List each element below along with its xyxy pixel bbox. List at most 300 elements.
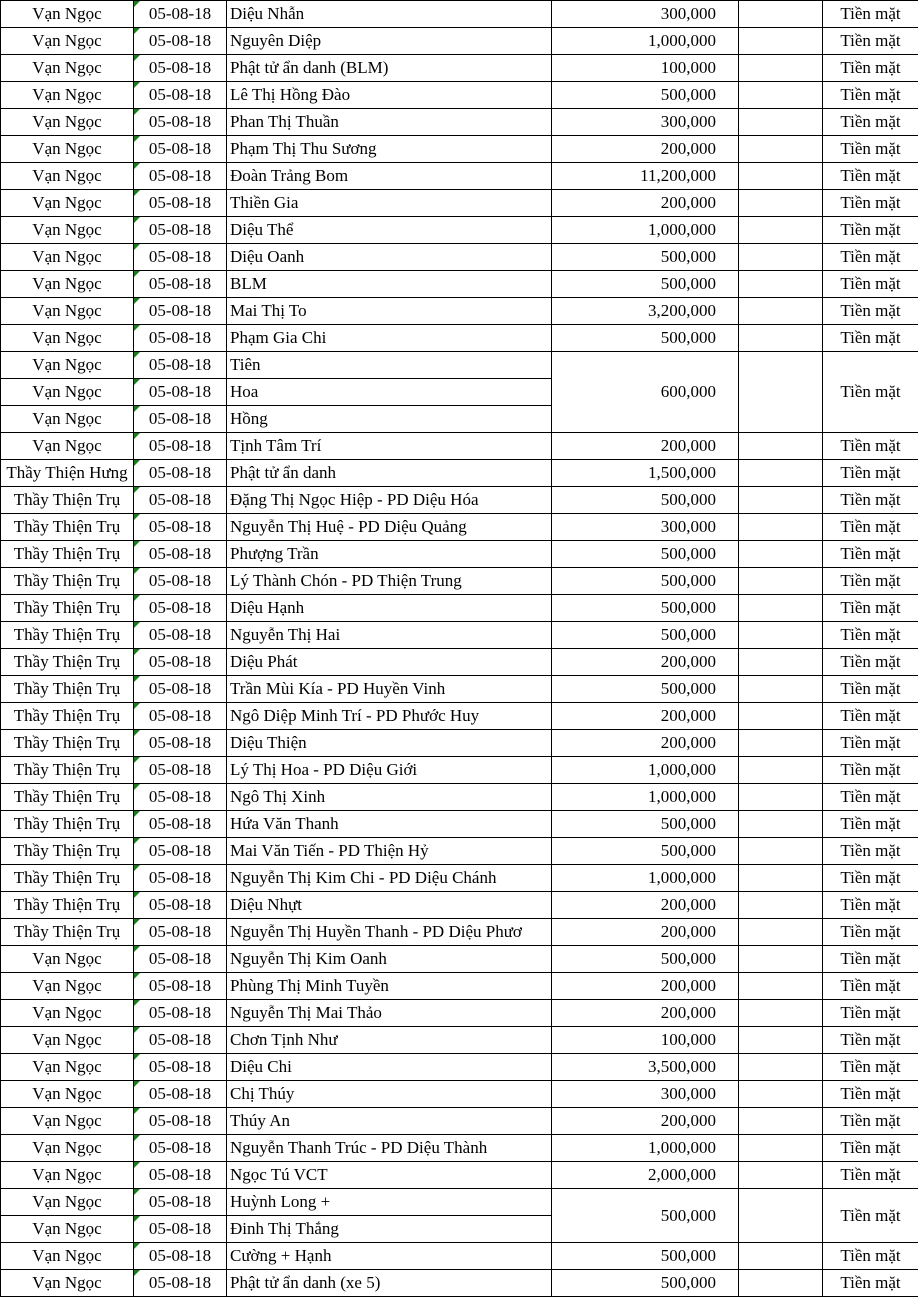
payment-method-cell[interactable]: Tiền mặt — [823, 1270, 918, 1297]
empty-cell[interactable] — [739, 460, 823, 487]
donor-name-cell[interactable]: Nguyễn Thị Hai — [227, 622, 552, 649]
amount-cell[interactable]: 200,000 — [552, 136, 739, 163]
payment-method-cell[interactable]: Tiền mặt — [823, 136, 918, 163]
date-cell[interactable]: 05-08-18 — [134, 298, 227, 325]
empty-cell[interactable] — [739, 1027, 823, 1054]
amount-cell[interactable]: 200,000 — [552, 919, 739, 946]
donor-name-cell[interactable]: BLM — [227, 271, 552, 298]
table-row — [1, 271, 918, 298]
payment-method-cell[interactable]: Tiền mặt — [823, 541, 918, 568]
amount-cell[interactable]: 300,000 — [552, 514, 739, 541]
date-cell[interactable]: 05-08-18 — [134, 514, 227, 541]
donor-name-cell[interactable]: Lý Thị Hoa - PD Diệu Giới — [227, 757, 552, 784]
date-cell[interactable]: 05-08-18 — [134, 1270, 227, 1297]
empty-cell[interactable] — [739, 865, 823, 892]
empty-cell[interactable] — [739, 487, 823, 514]
payment-method-cell[interactable]: Tiền mặt — [823, 1000, 918, 1027]
empty-cell[interactable] — [739, 136, 823, 163]
recipient-cell[interactable]: Thầy Thiện Trụ — [1, 757, 134, 784]
payment-method-cell[interactable]: Tiền mặt — [823, 973, 918, 1000]
amount-cell[interactable]: 300,000 — [552, 1081, 739, 1108]
recipient-cell[interactable]: Vạn Ngọc — [1, 1, 134, 28]
amount-cell[interactable]: 500,000 — [552, 946, 739, 973]
payment-method-cell[interactable]: Tiền mặt — [823, 1081, 918, 1108]
date-cell[interactable]: 05-08-18 — [134, 352, 227, 379]
empty-cell[interactable] — [739, 433, 823, 460]
empty-cell[interactable] — [739, 595, 823, 622]
recipient-cell[interactable]: Vạn Ngọc — [1, 1000, 134, 1027]
donor-name-cell[interactable]: Chơn Tịnh Như — [227, 1027, 552, 1054]
table-row — [1, 1189, 918, 1216]
payment-method-cell[interactable]: Tiền mặt — [823, 622, 918, 649]
donor-name-cell[interactable]: Diệu Hạnh — [227, 595, 552, 622]
payment-method-cell[interactable]: Tiền mặt — [823, 892, 918, 919]
recipient-cell[interactable]: Thầy Thiện Trụ — [1, 595, 134, 622]
date-cell[interactable]: 05-08-18 — [134, 811, 227, 838]
empty-cell[interactable] — [739, 190, 823, 217]
amount-cell[interactable]: 300,000 — [552, 1, 739, 28]
date-cell[interactable]: 05-08-18 — [134, 55, 227, 82]
donor-name-cell[interactable]: Hoa — [227, 379, 552, 406]
payment-method-cell[interactable]: Tiền mặt — [823, 460, 918, 487]
date-cell[interactable]: 05-08-18 — [134, 136, 227, 163]
donor-name-cell[interactable]: Diệu Nhựt — [227, 892, 552, 919]
donor-name-cell[interactable]: Nguyễn Thị Mai Thảo — [227, 1000, 552, 1027]
recipient-cell[interactable]: Vạn Ngọc — [1, 163, 134, 190]
date-cell[interactable]: 05-08-18 — [134, 379, 227, 406]
empty-cell[interactable] — [739, 892, 823, 919]
payment-method-cell[interactable]: Tiền mặt — [823, 1027, 918, 1054]
donor-name-cell[interactable]: Phùng Thị Minh Tuyền — [227, 973, 552, 1000]
date-cell[interactable]: 05-08-18 — [134, 82, 227, 109]
empty-cell[interactable] — [739, 1, 823, 28]
table-row — [1, 1000, 918, 1027]
amount-cell[interactable]: 1,000,000 — [552, 757, 739, 784]
table-row — [1, 1108, 918, 1135]
recipient-cell[interactable]: Vạn Ngọc — [1, 298, 134, 325]
payment-method-cell[interactable]: Tiền mặt — [823, 487, 918, 514]
recipient-cell[interactable]: Vạn Ngọc — [1, 1135, 134, 1162]
empty-cell[interactable] — [739, 1243, 823, 1270]
recipient-cell[interactable]: Thầy Thiện Trụ — [1, 676, 134, 703]
donor-name-cell[interactable]: Diệu Nhẫn — [227, 1, 552, 28]
empty-cell[interactable] — [739, 838, 823, 865]
recipient-cell[interactable]: Vạn Ngọc — [1, 55, 134, 82]
date-cell[interactable]: 05-08-18 — [134, 595, 227, 622]
date-cell[interactable]: 05-08-18 — [134, 433, 227, 460]
recipient-cell[interactable]: Vạn Ngọc — [1, 28, 134, 55]
amount-cell[interactable]: 500,000 — [552, 811, 739, 838]
payment-method-cell[interactable]: Tiền mặt — [823, 1, 918, 28]
donor-name-cell[interactable]: Huỳnh Long + — [227, 1189, 552, 1216]
donor-name-cell[interactable]: Chị Thúy — [227, 1081, 552, 1108]
payment-method-cell[interactable]: Tiền mặt — [823, 433, 918, 460]
recipient-cell[interactable]: Thầy Thiện Trụ — [1, 541, 134, 568]
date-cell[interactable]: 05-08-18 — [134, 946, 227, 973]
amount-cell[interactable]: 500,000 — [552, 838, 739, 865]
date-cell[interactable]: 05-08-18 — [134, 1000, 227, 1027]
amount-cell[interactable]: 100,000 — [552, 1027, 739, 1054]
date-cell[interactable]: 05-08-18 — [134, 865, 227, 892]
table-row — [1, 892, 918, 919]
payment-method-cell[interactable]: Tiền mặt — [823, 352, 918, 433]
donor-name-cell[interactable]: Diệu Oanh — [227, 244, 552, 271]
amount-cell[interactable]: 500,000 — [552, 271, 739, 298]
payment-method-cell[interactable]: Tiền mặt — [823, 1054, 918, 1081]
amount-cell[interactable]: 1,000,000 — [552, 28, 739, 55]
payment-method-cell[interactable]: Tiền mặt — [823, 919, 918, 946]
recipient-cell[interactable]: Vạn Ngọc — [1, 1216, 134, 1243]
recipient-cell[interactable]: Vạn Ngọc — [1, 946, 134, 973]
donor-name-cell[interactable]: Thúy An — [227, 1108, 552, 1135]
amount-cell[interactable]: 200,000 — [552, 1000, 739, 1027]
empty-cell[interactable] — [739, 1189, 823, 1243]
amount-cell[interactable]: 11,200,000 — [552, 163, 739, 190]
amount-cell[interactable]: 2,000,000 — [552, 1162, 739, 1189]
donor-name-cell[interactable]: Diệu Thiện — [227, 730, 552, 757]
amount-cell[interactable]: 1,000,000 — [552, 217, 739, 244]
recipient-cell[interactable]: Vạn Ngọc — [1, 109, 134, 136]
payment-method-cell[interactable]: Tiền mặt — [823, 946, 918, 973]
donor-name-cell[interactable]: Tịnh Tâm Trí — [227, 433, 552, 460]
amount-cell[interactable]: 200,000 — [552, 973, 739, 1000]
date-cell[interactable]: 05-08-18 — [134, 460, 227, 487]
payment-method-cell[interactable]: Tiền mặt — [823, 28, 918, 55]
donor-name-cell[interactable]: Phật tử ẩn danh (BLM) — [227, 55, 552, 82]
date-cell[interactable]: 05-08-18 — [134, 784, 227, 811]
recipient-cell[interactable]: Thầy Thiện Trụ — [1, 892, 134, 919]
payment-method-cell[interactable]: Tiền mặt — [823, 244, 918, 271]
date-cell[interactable]: 05-08-18 — [134, 541, 227, 568]
donor-name-cell[interactable]: Nguyễn Thị Kim Chi - PD Diệu Chánh — [227, 865, 552, 892]
date-cell[interactable]: 05-08-18 — [134, 757, 227, 784]
recipient-cell[interactable]: Vạn Ngọc — [1, 1027, 134, 1054]
empty-cell[interactable] — [739, 352, 823, 433]
date-cell[interactable]: 05-08-18 — [134, 190, 227, 217]
empty-cell[interactable] — [739, 784, 823, 811]
amount-cell[interactable]: 500,000 — [552, 622, 739, 649]
recipient-cell[interactable]: Thầy Thiện Trụ — [1, 487, 134, 514]
recipient-cell[interactable]: Vạn Ngọc — [1, 190, 134, 217]
date-cell[interactable]: 05-08-18 — [134, 973, 227, 1000]
amount-cell[interactable]: 200,000 — [552, 190, 739, 217]
donor-name-cell[interactable]: Phạm Thị Thu Sương — [227, 136, 552, 163]
donor-name-cell[interactable]: Đoàn Trảng Bom — [227, 163, 552, 190]
date-cell[interactable]: 05-08-18 — [134, 1108, 227, 1135]
donor-name-cell[interactable]: Lý Thành Chón - PD Thiện Trung — [227, 568, 552, 595]
empty-cell[interactable] — [739, 163, 823, 190]
recipient-cell[interactable]: Vạn Ngọc — [1, 352, 134, 379]
amount-cell[interactable]: 1,000,000 — [552, 1135, 739, 1162]
date-cell[interactable]: 05-08-18 — [134, 1243, 227, 1270]
recipient-cell[interactable]: Vạn Ngọc — [1, 1243, 134, 1270]
table-row — [1, 352, 918, 379]
payment-method-cell[interactable]: Tiền mặt — [823, 55, 918, 82]
empty-cell[interactable] — [739, 28, 823, 55]
payment-method-cell[interactable]: Tiền mặt — [823, 82, 918, 109]
date-cell[interactable]: 05-08-18 — [134, 622, 227, 649]
empty-cell[interactable] — [739, 1108, 823, 1135]
table-row — [1, 1054, 918, 1081]
empty-cell[interactable] — [739, 1000, 823, 1027]
donor-name-cell[interactable]: Hồng — [227, 406, 552, 433]
recipient-cell[interactable]: Vạn Ngọc — [1, 406, 134, 433]
empty-cell[interactable] — [739, 325, 823, 352]
recipient-cell[interactable]: Vạn Ngọc — [1, 217, 134, 244]
payment-method-cell[interactable]: Tiền mặt — [823, 865, 918, 892]
recipient-cell[interactable]: Vạn Ngọc — [1, 1081, 134, 1108]
recipient-cell[interactable]: Thầy Thiện Trụ — [1, 649, 134, 676]
amount-cell[interactable]: 300,000 — [552, 109, 739, 136]
table-row — [1, 919, 918, 946]
date-cell[interactable]: 05-08-18 — [134, 1135, 227, 1162]
empty-cell[interactable] — [739, 919, 823, 946]
recipient-cell[interactable]: Thầy Thiện Trụ — [1, 514, 134, 541]
recipient-cell[interactable]: Thầy Thiện Hưng — [1, 460, 134, 487]
donor-name-cell[interactable]: Mai Văn Tiến - PD Thiện Hỷ — [227, 838, 552, 865]
donor-name-cell[interactable]: Ngô Thị Xinh — [227, 784, 552, 811]
recipient-cell[interactable]: Thầy Thiện Trụ — [1, 730, 134, 757]
amount-cell[interactable]: 500,000 — [552, 325, 739, 352]
date-cell[interactable]: 05-08-18 — [134, 1, 227, 28]
recipient-cell[interactable]: Vạn Ngọc — [1, 325, 134, 352]
empty-cell[interactable] — [739, 514, 823, 541]
date-cell[interactable]: 05-08-18 — [134, 649, 227, 676]
amount-cell[interactable]: 200,000 — [552, 433, 739, 460]
date-cell[interactable]: 05-08-18 — [134, 325, 227, 352]
table-row — [1, 1027, 918, 1054]
empty-cell[interactable] — [739, 973, 823, 1000]
date-cell[interactable]: 05-08-18 — [134, 487, 227, 514]
donor-name-cell[interactable]: Đinh Thị Thắng — [227, 1216, 552, 1243]
donor-name-cell[interactable]: Nguyễn Thị Huệ - PD Diệu Quảng — [227, 514, 552, 541]
donor-name-cell[interactable]: Phạm Gia Chi — [227, 325, 552, 352]
donor-name-cell[interactable]: Diệu Thể — [227, 217, 552, 244]
amount-cell[interactable]: 200,000 — [552, 649, 739, 676]
date-cell[interactable]: 05-08-18 — [134, 406, 227, 433]
table-row — [1, 757, 918, 784]
recipient-cell[interactable]: Vạn Ngọc — [1, 1108, 134, 1135]
table-row — [1, 136, 918, 163]
date-cell[interactable]: 05-08-18 — [134, 676, 227, 703]
donor-name-cell[interactable]: Nguyễn Thị Kim Oanh — [227, 946, 552, 973]
empty-cell[interactable] — [739, 1135, 823, 1162]
donor-name-cell[interactable]: Diệu Phát — [227, 649, 552, 676]
donor-name-cell[interactable]: Diệu Chi — [227, 1054, 552, 1081]
table-row — [1, 487, 918, 514]
payment-method-cell[interactable]: Tiền mặt — [823, 1162, 918, 1189]
amount-cell[interactable]: 500,000 — [552, 1243, 739, 1270]
amount-cell[interactable]: 500,000 — [552, 244, 739, 271]
recipient-cell[interactable]: Vạn Ngọc — [1, 1270, 134, 1297]
payment-method-cell[interactable]: Tiền mặt — [823, 163, 918, 190]
table-row — [1, 676, 918, 703]
amount-cell[interactable]: 200,000 — [552, 1108, 739, 1135]
recipient-cell[interactable]: Thầy Thiện Trụ — [1, 838, 134, 865]
donor-name-cell[interactable]: Nguyên Diệp — [227, 28, 552, 55]
payment-method-cell[interactable]: Tiền mặt — [823, 595, 918, 622]
donor-name-cell[interactable]: Phượng Trần — [227, 541, 552, 568]
recipient-cell[interactable]: Vạn Ngọc — [1, 973, 134, 1000]
amount-cell[interactable]: 200,000 — [552, 703, 739, 730]
recipient-cell[interactable]: Vạn Ngọc — [1, 1189, 134, 1216]
date-cell[interactable]: 05-08-18 — [134, 892, 227, 919]
recipient-cell[interactable]: Vạn Ngọc — [1, 244, 134, 271]
empty-cell[interactable] — [739, 1162, 823, 1189]
amount-cell[interactable]: 200,000 — [552, 730, 739, 757]
donor-name-cell[interactable]: Lê Thị Hồng Đào — [227, 82, 552, 109]
date-cell[interactable]: 05-08-18 — [134, 919, 227, 946]
amount-cell[interactable]: 500,000 — [552, 487, 739, 514]
payment-method-cell[interactable]: Tiền mặt — [823, 811, 918, 838]
payment-method-cell[interactable]: Tiền mặt — [823, 703, 918, 730]
payment-method-cell[interactable]: Tiền mặt — [823, 217, 918, 244]
empty-cell[interactable] — [739, 568, 823, 595]
empty-cell[interactable] — [739, 622, 823, 649]
donor-name-cell[interactable]: Trần Mùi Kía - PD Huyền Vinh — [227, 676, 552, 703]
payment-method-cell[interactable]: Tiền mặt — [823, 1189, 918, 1243]
table-row — [1, 460, 918, 487]
payment-method-cell[interactable]: Tiền mặt — [823, 838, 918, 865]
table-row — [1, 568, 918, 595]
date-cell[interactable]: 05-08-18 — [134, 568, 227, 595]
empty-cell[interactable] — [739, 676, 823, 703]
table-row — [1, 649, 918, 676]
empty-cell[interactable] — [739, 217, 823, 244]
table-row — [1, 811, 918, 838]
recipient-cell[interactable]: Thầy Thiện Trụ — [1, 784, 134, 811]
amount-cell[interactable]: 600,000 — [552, 352, 739, 433]
empty-cell[interactable] — [739, 811, 823, 838]
donor-name-cell[interactable]: Cường + Hạnh — [227, 1243, 552, 1270]
empty-cell[interactable] — [739, 730, 823, 757]
payment-method-cell[interactable]: Tiền mặt — [823, 271, 918, 298]
empty-cell[interactable] — [739, 55, 823, 82]
amount-cell[interactable]: 1,000,000 — [552, 784, 739, 811]
recipient-cell[interactable]: Thầy Thiện Trụ — [1, 919, 134, 946]
payment-method-cell[interactable]: Tiền mặt — [823, 190, 918, 217]
date-cell[interactable]: 05-08-18 — [134, 109, 227, 136]
amount-cell[interactable]: 100,000 — [552, 55, 739, 82]
donor-name-cell[interactable]: Phan Thị Thuần — [227, 109, 552, 136]
date-cell[interactable]: 05-08-18 — [134, 28, 227, 55]
donor-name-cell[interactable]: Phật tử ẩn danh (xe 5) — [227, 1270, 552, 1297]
amount-cell[interactable]: 500,000 — [552, 541, 739, 568]
payment-method-cell[interactable]: Tiền mặt — [823, 649, 918, 676]
payment-method-cell[interactable]: Tiền mặt — [823, 757, 918, 784]
empty-cell[interactable] — [739, 1054, 823, 1081]
amount-cell[interactable]: 1,000,000 — [552, 865, 739, 892]
recipient-cell[interactable]: Thầy Thiện Trụ — [1, 703, 134, 730]
date-cell[interactable]: 05-08-18 — [134, 703, 227, 730]
empty-cell[interactable] — [739, 1081, 823, 1108]
empty-cell[interactable] — [739, 757, 823, 784]
donor-name-cell[interactable]: Ngọc Tú VCT — [227, 1162, 552, 1189]
date-cell[interactable]: 05-08-18 — [134, 1081, 227, 1108]
recipient-cell[interactable]: Vạn Ngọc — [1, 433, 134, 460]
payment-method-cell[interactable]: Tiền mặt — [823, 568, 918, 595]
empty-cell[interactable] — [739, 244, 823, 271]
date-cell[interactable]: 05-08-18 — [134, 1027, 227, 1054]
amount-cell[interactable]: 500,000 — [552, 568, 739, 595]
payment-method-cell[interactable]: Tiền mặt — [823, 1135, 918, 1162]
donor-name-cell[interactable]: Ngô Diệp Minh Trí - PD Phước Huy — [227, 703, 552, 730]
donor-name-cell[interactable]: Mai Thị To — [227, 298, 552, 325]
payment-method-cell[interactable]: Tiền mặt — [823, 784, 918, 811]
amount-cell[interactable]: 3,200,000 — [552, 298, 739, 325]
amount-cell[interactable]: 500,000 — [552, 595, 739, 622]
date-cell[interactable]: 05-08-18 — [134, 730, 227, 757]
recipient-cell[interactable]: Thầy Thiện Trụ — [1, 865, 134, 892]
payment-method-cell[interactable]: Tiền mặt — [823, 1108, 918, 1135]
empty-cell[interactable] — [739, 271, 823, 298]
date-cell[interactable]: 05-08-18 — [134, 1054, 227, 1081]
amount-cell[interactable]: 200,000 — [552, 892, 739, 919]
recipient-cell[interactable]: Vạn Ngọc — [1, 1054, 134, 1081]
payment-method-cell[interactable]: Tiền mặt — [823, 298, 918, 325]
donor-name-cell[interactable]: Thiền Gia — [227, 190, 552, 217]
amount-cell[interactable]: 500,000 — [552, 1270, 739, 1297]
payment-method-cell[interactable]: Tiền mặt — [823, 1243, 918, 1270]
empty-cell[interactable] — [739, 946, 823, 973]
date-cell[interactable]: 05-08-18 — [134, 838, 227, 865]
recipient-cell[interactable]: Thầy Thiện Trụ — [1, 622, 134, 649]
date-cell[interactable]: 05-08-18 — [134, 217, 227, 244]
amount-cell[interactable]: 500,000 — [552, 1189, 739, 1243]
empty-cell[interactable] — [739, 541, 823, 568]
empty-cell[interactable] — [739, 1270, 823, 1297]
amount-cell[interactable]: 500,000 — [552, 676, 739, 703]
table-row — [1, 865, 918, 892]
empty-cell[interactable] — [739, 298, 823, 325]
recipient-cell[interactable]: Vạn Ngọc — [1, 1162, 134, 1189]
date-cell[interactable]: 05-08-18 — [134, 163, 227, 190]
empty-cell[interactable] — [739, 649, 823, 676]
donor-name-cell[interactable]: Tiên — [227, 352, 552, 379]
table-row — [1, 217, 918, 244]
recipient-cell[interactable]: Thầy Thiện Trụ — [1, 811, 134, 838]
donor-name-cell[interactable]: Nguyễn Thị Huyền Thanh - PD Diệu Phươ — [227, 919, 552, 946]
amount-cell[interactable]: 3,500,000 — [552, 1054, 739, 1081]
amount-cell[interactable]: 500,000 — [552, 82, 739, 109]
empty-cell[interactable] — [739, 109, 823, 136]
payment-method-cell[interactable]: Tiền mặt — [823, 109, 918, 136]
date-cell[interactable]: 05-08-18 — [134, 1189, 227, 1216]
payment-method-cell[interactable]: Tiền mặt — [823, 676, 918, 703]
donor-name-cell[interactable]: Phật tử ẩn danh — [227, 460, 552, 487]
date-cell[interactable]: 05-08-18 — [134, 271, 227, 298]
date-cell[interactable]: 05-08-18 — [134, 1162, 227, 1189]
amount-cell[interactable]: 1,500,000 — [552, 460, 739, 487]
empty-cell[interactable] — [739, 82, 823, 109]
recipient-cell[interactable]: Vạn Ngọc — [1, 379, 134, 406]
payment-method-cell[interactable]: Tiền mặt — [823, 730, 918, 757]
donor-name-cell[interactable]: Đặng Thị Ngọc Hiệp - PD Diệu Hóa — [227, 487, 552, 514]
date-cell[interactable]: 05-08-18 — [134, 1216, 227, 1243]
recipient-cell[interactable]: Vạn Ngọc — [1, 82, 134, 109]
recipient-cell[interactable]: Vạn Ngọc — [1, 136, 134, 163]
date-cell[interactable]: 05-08-18 — [134, 244, 227, 271]
donor-name-cell[interactable]: Nguyễn Thanh Trúc - PD Diệu Thành — [227, 1135, 552, 1162]
payment-method-cell[interactable]: Tiền mặt — [823, 514, 918, 541]
empty-cell[interactable] — [739, 703, 823, 730]
donor-name-cell[interactable]: Hứa Văn Thanh — [227, 811, 552, 838]
table-row — [1, 298, 918, 325]
recipient-cell[interactable]: Vạn Ngọc — [1, 271, 134, 298]
payment-method-cell[interactable]: Tiền mặt — [823, 325, 918, 352]
recipient-cell[interactable]: Thầy Thiện Trụ — [1, 568, 134, 595]
table-row — [1, 1081, 918, 1108]
